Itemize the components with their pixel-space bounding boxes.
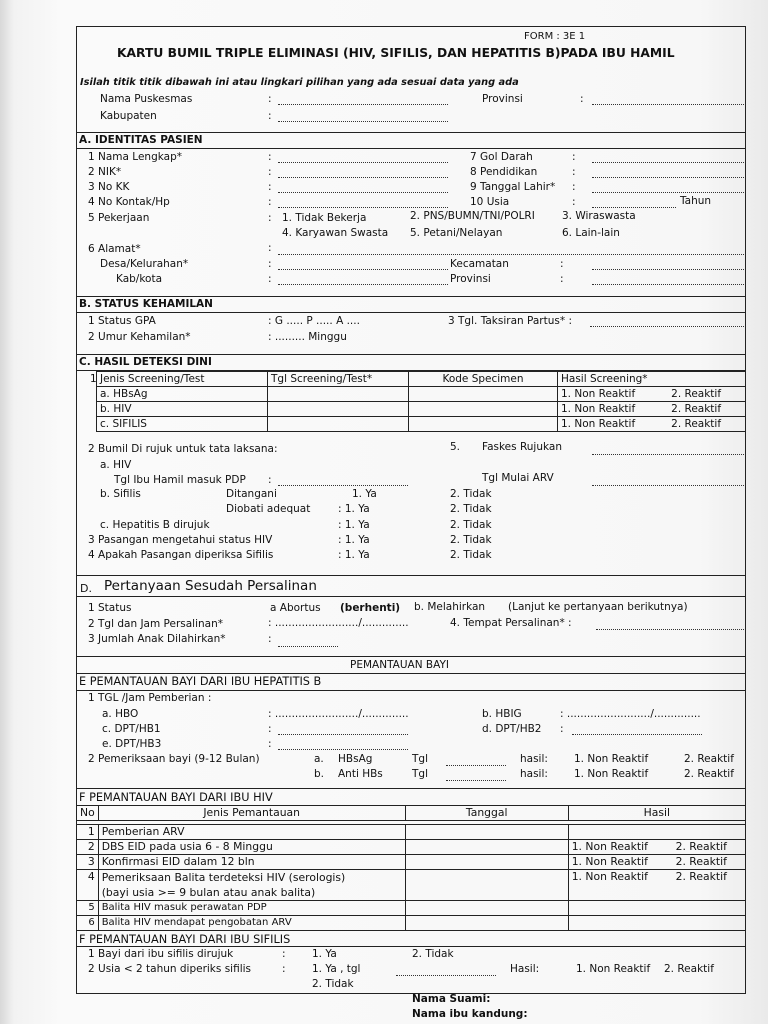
section-b-title: B. STATUS KEHAMILAN [79, 298, 213, 310]
diobati-ya[interactable]: : 1. Ya [338, 503, 370, 515]
dpt1-label: c. DPT/HB1 [102, 723, 161, 735]
tanggal-cell[interactable] [405, 825, 568, 840]
pdp-field[interactable] [278, 485, 408, 486]
hasil-nr[interactable]: 1. Non Reaktif [558, 417, 669, 432]
hbsag-nr[interactable]: 1. Non Reaktif [574, 753, 649, 765]
hasil-nr[interactable]: 1. Non Reaktif [558, 387, 669, 402]
nik-label: 2 NIK* [88, 166, 122, 178]
ditangani-ya[interactable]: 1. Ya [352, 488, 377, 500]
kode-cell[interactable] [409, 387, 558, 402]
table-row: 5 Balita HIV masuk perawatan PDP [77, 901, 746, 916]
pasangan-sifilis-label: 4 Apakah Pasangan diperiksa Sifilis [88, 549, 274, 561]
melahirkan-option[interactable]: b. Melahirkan [414, 601, 486, 613]
gol-darah-field[interactable] [592, 162, 744, 163]
hiv-monitoring-table: No Jenis Pemantauan Tanggal Hasil 1 Pemberian ARV 2 DBS EID pada usia 6 - 8 Minggu 1. Non Reaktif 2. Reaktif 3 Konfirmasi EID dalam 12 bln 1. Non Reaktif 2. Reaktif 4 Pemeriksaan Balita terdeteksi HIV (serologis) (bayi usia >= 9 bulan atau anak balita) 1. Non Reaktif 2. Reaktif 5 Balita HIV masuk perawatan PDP 6 Balita HIV mendapat pengobatan ARV [76, 805, 746, 931]
hasil-r[interactable]: 2. Reaktif [673, 870, 746, 901]
dpt3-label: e. DPT/HB3 [102, 738, 162, 750]
diobati-tidak[interactable]: 2. Tidak [450, 503, 492, 515]
desa-label: Desa/Kelurahan* [100, 258, 189, 270]
sifilis-label: b. Sifilis [100, 488, 141, 500]
diobati-label: Diobati adequat [226, 503, 311, 515]
ditangani-tidak[interactable]: 2. Tidak [450, 488, 492, 500]
alamat-field[interactable] [278, 254, 744, 255]
tahun-label: Tahun [680, 195, 712, 207]
bumil-dirujuk-label: 2 Bumil Di rujuk untuk tata laksana: [88, 443, 278, 455]
pasangan-sifilis-tidak[interactable]: 2. Tidak [450, 549, 492, 561]
hepb-label: c. Hepatitis B dirujuk [100, 519, 210, 531]
tanggal-cell[interactable] [405, 870, 568, 901]
hbo-field[interactable]: : ........................./.............. [268, 708, 409, 720]
hiv-label: a. HIV [100, 459, 132, 471]
gol-darah-label: 7 Gol Darah [470, 151, 533, 163]
job-option-1[interactable]: 1. Tidak Bekerja [282, 212, 367, 224]
antihbs-tgl-field[interactable] [446, 780, 506, 781]
hasil-r[interactable]: 2. Reaktif [668, 387, 745, 402]
no-kontak-label: 4 No Kontak/Hp [88, 196, 170, 208]
usia-label: 10 Usia [470, 196, 510, 208]
taksiran-partus-label: 3 Tgl. Taksiran Partus* : [448, 315, 572, 327]
tgl-persalinan-field[interactable]: : ........................./.............. [268, 617, 409, 629]
tgl-pemberian-label: 1 TGL /Jam Pemberian : [88, 692, 212, 704]
hbsag-tgl-field[interactable] [446, 765, 506, 766]
desa-field[interactable] [278, 269, 448, 270]
hasil-r[interactable]: 2. Reaktif [673, 855, 746, 870]
umur-kehamilan-field[interactable]: : ......... Minggu [268, 331, 347, 343]
table-row: a. HBsAg 1. Non Reaktif 2. Reaktif [97, 387, 746, 402]
tanggal-cell[interactable] [405, 916, 568, 931]
arv-label: Tgl Mulai ARV [482, 472, 554, 484]
provinsi-a-label: Provinsi [450, 273, 491, 285]
table-row: b. HIV 1. Non Reaktif 2. Reaktif [97, 402, 746, 417]
form-code: FORM : 3E 1 [524, 31, 586, 42]
table-row: 3 Konfirmasi EID dalam 12 bln 1. Non Reaktif 2. Reaktif [77, 855, 746, 870]
provinsi-label: Provinsi [482, 93, 523, 105]
pasangan-hiv-tidak[interactable]: 2. Tidak [450, 534, 492, 546]
pasangan-hiv-label: 3 Pasangan mengetahui status HIV [88, 534, 273, 546]
instruction: Isilah titik titik dibawah ini atau lingkari pilihan yang ada sesuai data yang ada [80, 77, 519, 88]
job-option-6[interactable]: 6. Lain-lain [562, 227, 620, 239]
kecamatan-field[interactable] [592, 269, 744, 270]
section-a-title: A. IDENTITAS PASIEN [79, 134, 203, 146]
dpt1-field[interactable] [278, 734, 408, 735]
nik-field[interactable] [278, 177, 448, 178]
pendidikan-field[interactable] [592, 177, 744, 178]
jumlah-anak-label: 3 Jumlah Anak Dilahirkan* [88, 633, 226, 645]
pendidikan-label: 8 Pendidikan [470, 166, 538, 178]
usia-diperiksa-tidak[interactable]: 2. Tidak [312, 978, 354, 990]
hasil-nr[interactable]: 1. Non Reaktif [568, 870, 672, 901]
table-row: 1 Pemberian ARV [77, 825, 746, 840]
hbig-field[interactable]: : ........................./.............. [560, 708, 701, 720]
hepb-tidak[interactable]: 2. Tidak [450, 519, 492, 531]
section-e-title: E PEMANTAUAN BAYI DARI IBU HEPATITIS B [79, 675, 322, 688]
gpa-field[interactable]: : G ..... P ..... A .... [268, 315, 360, 327]
sifilis-hasil-nr[interactable]: 1. Non Reaktif [576, 963, 651, 975]
arv-field[interactable] [592, 485, 744, 486]
pemantauan-bayi-title: PEMANTAUAN BAYI [350, 659, 449, 671]
pekerjaan-label: 5 Pekerjaan [88, 212, 150, 224]
bayi-dirujuk-label: 1 Bayi dari ibu sifilis dirujuk [88, 948, 234, 960]
nama-ibu-kandung-label: Nama ibu kandung: [412, 1008, 528, 1020]
alamat-label: 6 Alamat* [88, 243, 141, 255]
hbo-label: a. HBO [102, 708, 139, 720]
faskes-label: Faskes Rujukan [482, 441, 562, 453]
bayi-dirujuk-tidak[interactable]: 2. Tidak [412, 948, 454, 960]
status-label: 1 Status [88, 602, 132, 614]
table-row: c. SIFILIS 1. Non Reaktif 2. Reaktif [97, 417, 746, 432]
tanggal-cell[interactable] [405, 901, 568, 916]
tanggal-lahir-field[interactable] [592, 192, 744, 193]
th-tgl: Tgl Screening/Test* [268, 372, 409, 387]
tgl-persalinan-label: 2 Tgl dan Jam Persalinan* [88, 618, 224, 630]
job-option-4[interactable]: 4. Karyawan Swasta [282, 227, 389, 239]
tempat-persalinan-label: 4. Tempat Persalinan* : [450, 617, 572, 629]
th-jenis: Jenis Screening/Test [97, 372, 268, 387]
th-kode: Kode Specimen [409, 372, 558, 387]
hasil-nr[interactable]: 1. Non Reaktif [568, 855, 672, 870]
puskesmas-label: Nama Puskesmas [100, 93, 193, 105]
hasil-nr[interactable]: 1. Non Reaktif [568, 840, 672, 855]
table-row: 6 Balita HIV mendapat pengobatan ARV [77, 916, 746, 931]
antihbs-label: Anti HBs [338, 768, 383, 780]
hasil-nr[interactable]: 1. Non Reaktif [558, 402, 669, 417]
hbsag-r[interactable]: 2. Reaktif [684, 753, 734, 765]
ditangani-label: Ditangani [226, 488, 277, 500]
kab-label: Kab/kota [116, 273, 163, 285]
abortus-option[interactable]: a Abortus [270, 602, 321, 614]
provinsi-a-field[interactable] [592, 284, 744, 285]
usia-field[interactable] [592, 207, 676, 208]
tanggal-lahir-label: 9 Tanggal Lahir* [470, 181, 556, 193]
tanggal-cell[interactable] [405, 840, 568, 855]
tgl-cell[interactable] [268, 417, 409, 432]
kab-field[interactable] [278, 284, 448, 285]
job-option-2[interactable]: 2. PNS/BUMN/TNI/POLRI [410, 210, 535, 222]
no-kk-label: 3 No KK [88, 181, 130, 193]
no-kk-field[interactable] [278, 192, 448, 193]
tgl-cell[interactable] [268, 387, 409, 402]
hasil-r[interactable]: 2. Reaktif [668, 402, 745, 417]
dpt3-field[interactable] [278, 749, 408, 750]
kecamatan-label: Kecamatan [450, 258, 509, 270]
antihbs-nr[interactable]: 1. Non Reaktif [574, 768, 649, 780]
th-hasil: Hasil Screening* [558, 372, 746, 387]
tempat-persalinan-field[interactable] [596, 629, 744, 630]
nama-lengkap-field[interactable] [278, 162, 448, 163]
taksiran-partus-field[interactable] [590, 326, 744, 327]
hasil-r[interactable]: 2. Reaktif [673, 840, 746, 855]
table-row: 4 Pemeriksaan Balita terdeteksi HIV (serologis) (bayi usia >= 9 bulan atau anak balita) 1. Non Reaktif 2. Reaktif [77, 870, 746, 901]
form-title: KARTU BUMIL TRIPLE ELIMINASI (HIV, SIFILIS, DAN HEPATITIS B)PADA IBU HAMIL [117, 46, 675, 60]
kode-cell[interactable] [409, 402, 558, 417]
umur-kehamilan-label: 2 Umur Kehamilan* [88, 331, 191, 343]
hbig-label: b. HBIG [482, 708, 522, 720]
pdp-label: Tgl Ibu Hamil masuk PDP [114, 474, 246, 486]
usia-diperiksa-ya[interactable]: 1. Ya , tgl [312, 963, 361, 975]
nama-suami-label: Nama Suami: [412, 993, 491, 1005]
puskesmas-field[interactable] [278, 104, 448, 105]
job-option-3[interactable]: 3. Wiraswasta [562, 210, 636, 222]
section-f-sifilis-title: F PEMANTAUAN BAYI DARI IBU SIFILIS [79, 933, 291, 946]
job-option-5[interactable]: 5. Petani/Nelayan [410, 227, 503, 239]
kode-cell[interactable] [409, 417, 558, 432]
section-d-title: Pertanyaan Sesudah Persalinan [104, 578, 317, 594]
hepb-ya[interactable]: : 1. Ya [338, 519, 370, 531]
provinsi-field[interactable] [592, 104, 744, 105]
no-kontak-field[interactable] [278, 207, 448, 208]
section-c-title: C. HASIL DETEKSI DINI [79, 356, 212, 368]
sifilis-hasil-r[interactable]: 2. Reaktif [664, 963, 714, 975]
dpt2-field[interactable] [572, 734, 702, 735]
dpt2-label: d. DPT/HB2 [482, 723, 542, 735]
jumlah-anak-field[interactable] [278, 646, 338, 647]
hbsag-label: HBsAg [338, 753, 373, 765]
antihbs-r[interactable]: 2. Reaktif [684, 768, 734, 780]
kabupaten-label: Kabupaten [100, 110, 157, 122]
kabupaten-field[interactable] [278, 121, 448, 122]
pasangan-sifilis-ya[interactable]: : 1. Ya [338, 549, 370, 561]
usia-diperiksa-tgl-field[interactable] [396, 975, 496, 976]
section-f-hiv-title: F PEMANTAUAN BAYI DARI IBU HIV [79, 791, 273, 804]
bayi-dirujuk-ya[interactable]: 1. Ya [312, 948, 337, 960]
faskes-field[interactable] [592, 454, 744, 455]
pemeriksaan-bayi-label: 2 Pemeriksaan bayi (9-12 Bulan) [88, 753, 260, 765]
hasil-r[interactable]: 2. Reaktif [668, 417, 745, 432]
tanggal-cell[interactable] [405, 855, 568, 870]
tgl-cell[interactable] [268, 402, 409, 417]
table-row: 2 DBS EID pada usia 6 - 8 Minggu 1. Non Reaktif 2. Reaktif [77, 840, 746, 855]
status-gpa-label: 1 Status GPA [88, 315, 156, 327]
screening-table [96, 371, 746, 432]
usia-diperiksa-label: 2 Usia < 2 tahun diperiks sifilis [88, 963, 252, 975]
pasangan-hiv-ya[interactable]: : 1. Ya [338, 534, 370, 546]
section-d-letter: D. [80, 582, 92, 595]
nama-lengkap-label: 1 Nama Lengkap* [88, 151, 182, 163]
